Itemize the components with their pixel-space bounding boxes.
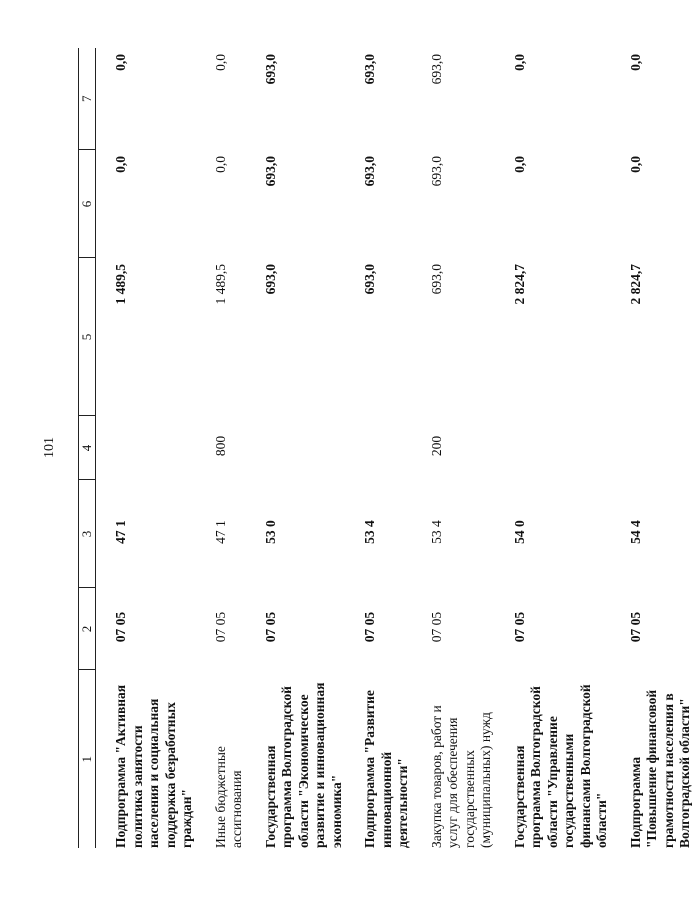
row-name: Подпрограмма "Активная политика занятости населения и социальная поддержка безработных граждан" — [113, 684, 194, 848]
amount-col6: 0,0 — [113, 156, 128, 173]
expense-type — [96, 416, 196, 480]
amount-col5: 693,0 — [428, 264, 444, 295]
table-row — [96, 48, 196, 848]
program-code: 54 4 — [627, 520, 643, 544]
column-header-5: 5 — [79, 258, 96, 416]
section-code: 07 05 — [262, 611, 278, 643]
row-name: Подпрограмма "Развитие инновационной деятельности" — [362, 690, 410, 848]
amount-col7: 693,0 — [362, 54, 377, 85]
amount-col6: 0,0 — [627, 156, 643, 173]
column-header-6: 6 — [79, 150, 96, 258]
column-header-1: 1 — [79, 670, 96, 848]
table-row — [345, 48, 412, 848]
section-code: 07 05 — [362, 611, 377, 643]
table-row — [495, 48, 611, 848]
program-code: 47 1 — [113, 520, 128, 544]
program-code: 53 4 — [428, 520, 444, 544]
column-header-3: 3 — [79, 480, 96, 588]
table-row — [196, 48, 246, 848]
program-code: 53 0 — [262, 520, 278, 544]
row-name: Государственная программа Волгоградской области "Управление государственными финансами Волгоградской области" — [511, 684, 609, 848]
page-number: 101 — [42, 437, 57, 458]
section-code: 07 05 — [627, 611, 643, 643]
section-code: 07 05 — [428, 611, 444, 643]
table-row — [412, 48, 495, 848]
amount-col5: 2 824,7 — [627, 264, 643, 305]
row-name: Государственная программа Волгоградской области "Экономическое развитие и инновационная экономика" — [262, 682, 344, 848]
table-header-row — [79, 48, 96, 848]
amount-col7: 0,0 — [511, 54, 527, 71]
column-header-4: 4 — [79, 416, 96, 480]
column-header-7: 7 — [79, 48, 96, 150]
amount-col7: 0,0 — [212, 54, 228, 71]
section-code: 07 05 — [212, 611, 228, 643]
amount-col5: 1 489,5 — [212, 264, 228, 305]
amount-col6: 0,0 — [511, 156, 527, 173]
program-code: 53 4 — [362, 520, 377, 544]
expense-type — [495, 416, 611, 480]
rotated-table-container — [78, 48, 692, 848]
amount-col5: 2 824,7 — [511, 264, 527, 305]
row-name: Иные бюджетные ассигнования — [212, 746, 244, 848]
amount-col7: 693,0 — [262, 54, 278, 85]
amount-col7: 0,0 — [113, 54, 128, 71]
amount-col6: 693,0 — [428, 156, 444, 187]
amount-col5: 693,0 — [262, 264, 278, 295]
amount-col6: 693,0 — [262, 156, 278, 187]
program-code: 47 1 — [212, 520, 228, 544]
expense-type: 800 — [212, 435, 228, 457]
amount-col5: 693,0 — [362, 264, 377, 295]
row-name: Закупка товаров, работ и услуг для обеспечения государственных (муниципальных) нужд — [428, 705, 493, 848]
section-code: 07 05 — [511, 611, 527, 643]
amount-col5: 1 489,5 — [113, 264, 128, 305]
table-row — [611, 48, 698, 848]
section-code: 07 05 — [113, 611, 128, 643]
budget-table — [78, 48, 698, 848]
table-row — [246, 48, 346, 848]
expense-type: 200 — [428, 435, 444, 457]
amount-col7: 693,0 — [428, 54, 444, 85]
expense-type — [611, 416, 698, 480]
expense-type — [345, 416, 412, 480]
row-name: Подпрограмма "Повышение финансовой грамотности населения в Волгоградской области" — [627, 689, 692, 848]
amount-col6: 0,0 — [212, 156, 228, 173]
amount-col6: 693,0 — [362, 156, 377, 187]
expense-type — [246, 416, 346, 480]
column-header-2: 2 — [79, 588, 96, 670]
program-code: 54 0 — [511, 520, 527, 544]
amount-col7: 0,0 — [627, 54, 643, 71]
